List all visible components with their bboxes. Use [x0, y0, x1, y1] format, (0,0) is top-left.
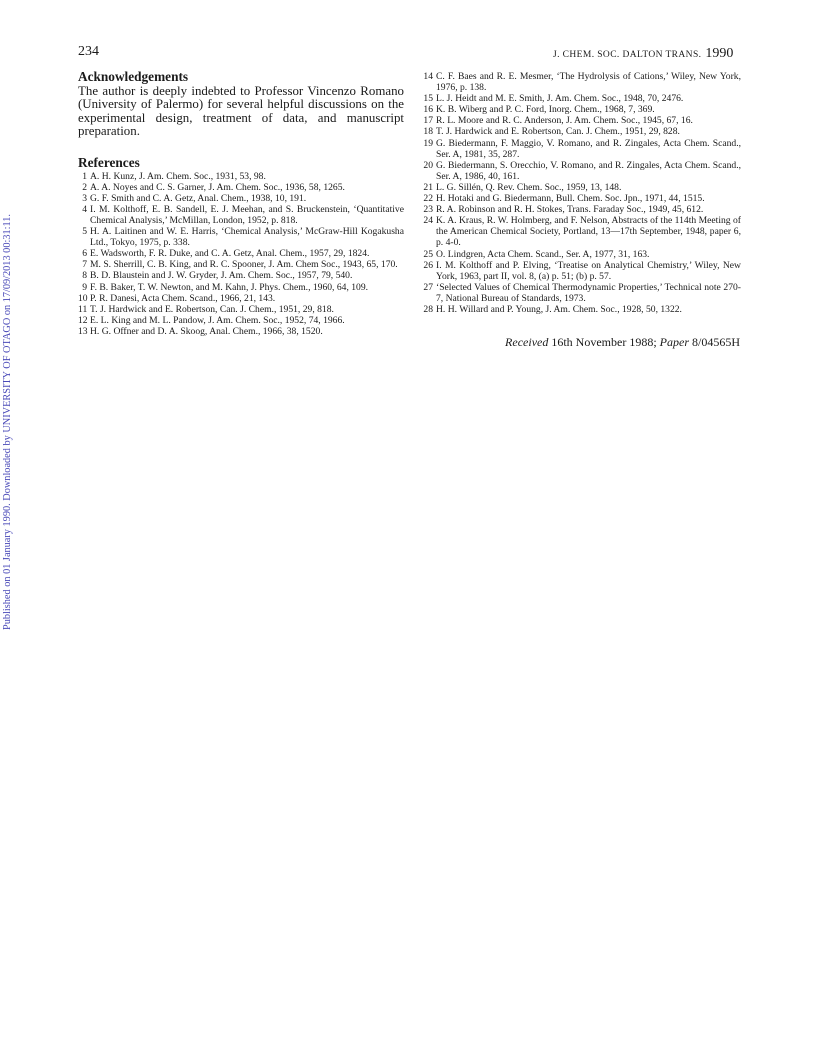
reference-number: 11 — [78, 303, 88, 315]
reference-text: O. Lindgren, Acta Chem. Scand., Ser. A, 1977, 31, 163. — [436, 248, 650, 260]
received-date: 16th November 1988; — [551, 335, 657, 349]
reference-item — [421, 215, 741, 248]
reference-text: G. Biedermann, F. Maggio, V. Romano, and R. Zingales, Acta Chem. Scand., Ser. A, 1981, 35, 287. — [436, 137, 741, 160]
acknowledgements-text: The author is deeply indebted to Professor Vincenzo Romano (University of Palermo) for several helpful discussions on the experimental design, treatment of data, and manuscript preparation. — [78, 84, 404, 139]
received-label: Received — [505, 335, 549, 349]
page-number: 234 — [78, 44, 99, 59]
reference-number: 12 — [78, 314, 88, 326]
reference-text: C. F. Baes and R. E. Mesmer, ‘The Hydrolysis of Cations,’ Wiley, New York, 1976, p. 138. — [436, 71, 741, 94]
references-heading: References — [78, 154, 140, 170]
reference-text: T. J. Hardwick and E. Robertson, Can. J. Chem., 1951, 29, 828. — [436, 126, 680, 138]
reference-text: P. R. Danesi, Acta Chem. Scand., 1966, 21, 143. — [90, 292, 276, 304]
reference-item — [78, 248, 404, 259]
reference-item — [78, 282, 404, 293]
download-watermark-text: Published on 01 January 1990. Downloaded by UNIVERSITY OF OTAGO on 17/09/2013 00:31:11. — [2, 214, 13, 630]
reference-text: K. A. Kraus, R. W. Holmberg, and F. Nelson, Abstracts of the 114th Meeting of the American Chemical Society, Portland, 13—17th September, 1948, paper 6, p. 4-0. — [436, 215, 741, 249]
reference-text: H. A. Laitinen and W. E. Harris, ‘Chemical Analysis,’ McGraw-Hill Kogakusha Ltd., Tokyo, 1975, p. 338. — [90, 226, 404, 249]
paper-number: 8/04565H — [692, 335, 740, 349]
reference-number: 18 — [423, 126, 433, 138]
reference-number: 19 — [423, 137, 433, 149]
reference-item — [78, 171, 404, 182]
reference-item — [78, 204, 404, 226]
reference-item — [78, 182, 404, 193]
reference-item — [78, 259, 404, 270]
reference-number: 16 — [423, 104, 433, 116]
reference-item — [421, 204, 741, 215]
reference-text: E. Wadsworth, F. R. Duke, and C. A. Getz, Anal. Chem., 1957, 29, 1824. — [90, 248, 370, 260]
reference-number: 6 — [82, 248, 87, 260]
reference-text: H. H. Willard and P. Young, J. Am. Chem. Soc., 1928, 50, 1322. — [436, 303, 682, 315]
reference-item — [78, 270, 404, 281]
reference-list-right — [421, 71, 741, 315]
running-header — [553, 46, 733, 62]
reference-number: 14 — [423, 71, 433, 82]
reference-item — [78, 304, 404, 315]
reference-text: T. J. Hardwick and E. Robertson, Can. J. Chem., 1951, 29, 818. — [90, 303, 334, 315]
acknowledgements-heading: Acknowledgements — [78, 69, 189, 84]
reference-number: 3 — [82, 192, 87, 204]
reference-text: F. B. Baker, T. W. Newton, and M. Kahn, J. Phys. Chem., 1960, 64, 109. — [90, 281, 369, 293]
reference-text: ‘Selected Values of Chemical Thermodynamic Properties,’ Technical note 270-7, National Bureau of Standards, 1973. — [436, 281, 741, 304]
reference-item — [78, 193, 404, 204]
reference-number: 9 — [82, 281, 87, 293]
reference-item — [421, 93, 741, 104]
reference-text: I. M. Kolthoff and P. Elving, ‘Treatise on Analytical Chemistry,’ Wiley, New York, 1963, part II, vol. 8, (a) p. 51; (b) p. 57. — [436, 259, 741, 282]
reference-number: 21 — [423, 181, 433, 193]
reference-item — [421, 115, 741, 126]
reference-number: 15 — [423, 93, 433, 105]
reference-number: 13 — [78, 325, 88, 337]
reference-text: E. L. King and M. L. Pandow, J. Am. Chem. Soc., 1952, 74, 1966. — [90, 314, 345, 326]
reference-number: 28 — [423, 303, 433, 315]
reference-item — [78, 315, 404, 326]
reference-number: 5 — [82, 226, 87, 238]
reference-text: K. B. Wiberg and P. C. Ford, Inorg. Chem., 1968, 7, 369. — [436, 104, 655, 116]
reference-text: R. L. Moore and R. C. Anderson, J. Am. Chem. Soc., 1945, 67, 16. — [436, 115, 693, 127]
reference-text: B. D. Blaustein and J. W. Gryder, J. Am. Chem. Soc., 1957, 79, 540. — [90, 270, 353, 282]
left-column — [78, 70, 404, 337]
journal-year: 1990 — [705, 46, 734, 61]
reference-number: 20 — [423, 159, 433, 171]
journal-name: J. CHEM. SOC. DALTON TRANS. — [553, 50, 702, 60]
reference-item — [78, 293, 404, 304]
reference-number: 27 — [423, 281, 433, 293]
reference-list-left — [78, 171, 404, 337]
reference-item — [78, 226, 404, 248]
reference-number: 10 — [78, 292, 88, 304]
reference-number: 22 — [423, 193, 433, 205]
reference-item — [421, 193, 741, 204]
reference-text: L. G. Sillén, Q. Rev. Chem. Soc., 1959, 13, 148. — [436, 181, 622, 193]
reference-number: 25 — [423, 248, 433, 260]
reference-text: L. J. Heidt and M. E. Smith, J. Am. Chem. Soc., 1948, 70, 2476. — [436, 93, 684, 105]
reference-item — [421, 260, 741, 282]
reference-item — [421, 304, 741, 315]
paper-label: Paper — [659, 335, 689, 349]
reference-number: 8 — [82, 270, 87, 282]
reference-number: 4 — [82, 203, 87, 215]
reference-item — [421, 160, 741, 182]
reference-item — [421, 138, 741, 160]
reference-text: G. Biedermann, S. Orecchio, V. Romano, and R. Zingales, Acta Chem. Scand., Ser. A, 1986, 40, 161. — [436, 159, 741, 182]
reference-text: I. M. Kolthoff, E. B. Sandell, E. J. Meehan, and S. Bruckenstein, ‘Quantitative Chemical Analysis,’ McMillan, London, 1952, p. 818. — [90, 203, 404, 226]
right-column — [421, 70, 741, 315]
reference-item — [421, 126, 741, 137]
reference-number: 26 — [423, 259, 433, 271]
reference-text: H. Hotaki and G. Biedermann, Bull. Chem. Soc. Jpn., 1971, 44, 1515. — [436, 193, 705, 205]
received-line — [494, 335, 740, 350]
reference-text: R. A. Robinson and R. H. Stokes, Trans. Faraday Soc., 1949, 45, 612. — [436, 204, 704, 216]
download-watermark — [2, 190, 18, 630]
reference-item — [421, 71, 741, 93]
reference-number: 17 — [423, 115, 433, 127]
reference-text: M. S. Sherrill, C. B. King, and R. C. Spooner, J. Am. Chem Soc., 1943, 65, 170. — [90, 259, 398, 271]
reference-text: A. A. Noyes and C. S. Garner, J. Am. Chem. Soc., 1936, 58, 1265. — [90, 181, 345, 193]
reference-item — [421, 104, 741, 115]
reference-number: 2 — [82, 181, 87, 193]
reference-number: 1 — [82, 170, 87, 182]
reference-number: 7 — [82, 259, 87, 271]
reference-item — [78, 326, 404, 337]
reference-text: H. G. Offner and D. A. Skoog, Anal. Chem., 1966, 38, 1520. — [90, 325, 323, 337]
reference-text: A. H. Kunz, J. Am. Chem. Soc., 1931, 53, 98. — [90, 170, 266, 182]
reference-number: 23 — [423, 204, 433, 216]
reference-item — [421, 282, 741, 304]
reference-text: G. F. Smith and C. A. Getz, Anal. Chem., 1938, 10, 191. — [90, 192, 307, 204]
reference-number: 24 — [423, 215, 433, 227]
reference-item — [421, 249, 741, 260]
reference-item — [421, 182, 741, 193]
